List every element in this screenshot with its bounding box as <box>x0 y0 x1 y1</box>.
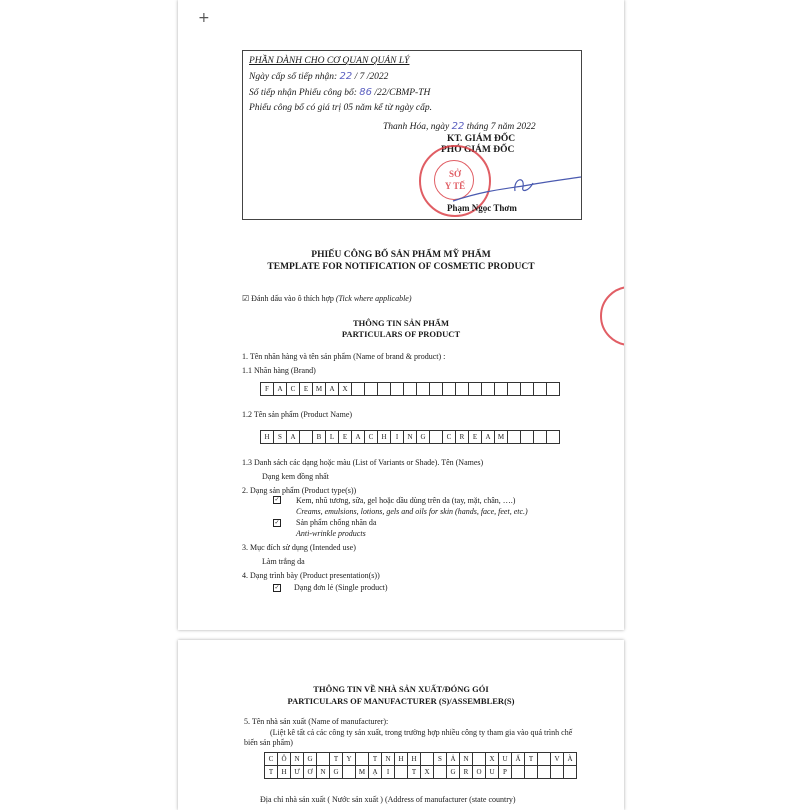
brand-letter-cell <box>533 382 547 396</box>
product-letter-cell: H <box>377 430 391 444</box>
intended-use-value: Làm trắng da <box>262 557 305 566</box>
signer-name: Phạm Ngọc Thơm <box>447 203 517 213</box>
signer-role-2: PHÓ GIÁM ĐỐC <box>441 145 515 155</box>
product-letter-cell <box>299 430 313 444</box>
brand-letter-cell <box>494 382 508 396</box>
product-letter-cell: S <box>273 430 287 444</box>
manufacturer-letter-cell: N <box>290 752 304 766</box>
product-letter-cell <box>507 430 521 444</box>
manufacturer-letter-cell: U <box>485 765 499 779</box>
manufacturer-letter-cell: T <box>407 765 421 779</box>
product-letter-cell <box>429 430 443 444</box>
manufacturer-letter-cell <box>511 765 525 779</box>
brand-letter-cell <box>481 382 495 396</box>
item-4: 4. Dạng trình bày (Product presentation(s)) <box>242 571 380 580</box>
brand-letter-cell <box>429 382 443 396</box>
tick-note: ☑ Đánh dấu vào ô thích hợp (Tick where applicable) <box>242 294 412 303</box>
handwritten-mark: + <box>198 10 210 26</box>
brand-letter-cell <box>546 382 560 396</box>
signer-role-1: KT. GIÁM ĐỐC <box>447 134 516 144</box>
manufacturer-letter-cell: U <box>498 752 512 766</box>
official-stamp: SỞ Y TẾ <box>419 145 491 217</box>
type1-checkbox: ✓ <box>274 496 280 503</box>
manufacturer-letter-cell <box>433 765 447 779</box>
form-title-en: TEMPLATE FOR NOTIFICATION OF COSMETIC PRODUCT <box>267 262 535 272</box>
variants-value: Dạng kem đồng nhất <box>262 472 329 481</box>
product-letter-cell <box>546 430 560 444</box>
brand-letter-cell <box>442 382 456 396</box>
document-page-2 <box>178 640 624 810</box>
manufacturer-letter-cell: G <box>303 752 317 766</box>
product-letter-cell: L <box>325 430 339 444</box>
item-5-note-1: (Liệt kê tất cả các công ty sản xuất, trong trường hợp nhiều công ty tham gia vào quá trình chế <box>270 728 573 737</box>
brand-letter-cell <box>455 382 469 396</box>
manufacturer-letter-cell: N <box>381 752 395 766</box>
brand-letter-cell <box>390 382 404 396</box>
issue-date: Ngày cấp số tiếp nhận: 22 / 7 /2022 <box>249 71 389 82</box>
manufacturer-letter-cell <box>537 765 551 779</box>
brand-letter-cell: E <box>299 382 313 396</box>
product-letter-cell: B <box>312 430 326 444</box>
product-letter-cell: A <box>286 430 300 444</box>
brand-letter-cell <box>403 382 417 396</box>
type2-vi: Sản phẩm chống nhăn da <box>296 518 377 527</box>
product-letter-cell: M <box>494 430 508 444</box>
manufacturer-letter-cell <box>316 752 330 766</box>
section-title-vi: THÔNG TIN SẢN PHẨM <box>353 318 449 328</box>
manufacturer-letter-cell: G <box>446 765 460 779</box>
manufacturer-letter-cell: Ơ <box>303 765 317 779</box>
manufacturer-letter-cell: Ả <box>446 752 460 766</box>
manufacturer-letter-cell: X <box>485 752 499 766</box>
manufacturer-letter-cell <box>550 765 564 779</box>
product-letter-cell: A <box>481 430 495 444</box>
item-1-2: 1.2 Tên sản phẩm (Product Name) <box>242 410 353 419</box>
manufacturer-letter-cell: Y <box>342 752 356 766</box>
manufacturer-letter-cell <box>420 752 434 766</box>
product-letter-cell: R <box>455 430 469 444</box>
manufacturer-grid-row-1 <box>264 752 576 766</box>
form-title-vi: PHIẾU CÔNG BỐ SẢN PHẨM MỸ PHẨM <box>311 250 491 260</box>
manufacturer-letter-cell: R <box>459 765 473 779</box>
manufacturer-letter-cell: T <box>329 752 343 766</box>
manufacturer-letter-cell <box>472 752 486 766</box>
brand-grid <box>260 382 559 396</box>
brand-letter-cell <box>507 382 521 396</box>
product-letter-cell: H <box>260 430 274 444</box>
item-3: 3. Mục đích sử dụng (Intended use) <box>242 543 356 552</box>
admin-box <box>242 50 582 220</box>
manufacturer-section-en: PARTICULARS OF MANUFACTURER (S)/ASSEMBLER(S) <box>287 696 515 706</box>
item-2: 2. Dạng sản phẩm (Product type(s)) <box>242 486 357 495</box>
manufacturer-letter-cell: T <box>524 752 538 766</box>
presentation-value: Dạng đơn lẻ (Single product) <box>294 583 388 592</box>
brand-letter-cell <box>468 382 482 396</box>
manufacturer-letter-cell: X <box>420 765 434 779</box>
manufacturer-letter-cell: H <box>407 752 421 766</box>
product-letter-cell <box>533 430 547 444</box>
manufacturer-letter-cell: C <box>264 752 278 766</box>
type1-vi: Kem, nhũ tương, sữa, gel hoặc dầu dùng trên da (tay, mặt, chân, ….) <box>296 496 516 505</box>
manufacturer-letter-cell: O <box>472 765 486 779</box>
item-5: 5. Tên nhà sản xuất (Name of manufacturer): <box>244 717 389 726</box>
manufacturer-letter-cell <box>342 765 356 779</box>
manufacturer-address-label: Địa chỉ nhà sản xuất ( Nước sản xuất ) (Address of manufacturer (state country) <box>260 795 516 804</box>
manufacturer-letter-cell: Ư <box>290 765 304 779</box>
item-1-1: 1.1 Nhãn hàng (Brand) <box>242 366 316 375</box>
manufacturer-letter-cell <box>563 765 577 779</box>
manufacturer-letter-cell <box>537 752 551 766</box>
brand-letter-cell: M <box>312 382 326 396</box>
document-page-1 <box>178 0 624 630</box>
brand-letter-cell <box>351 382 365 396</box>
manufacturer-letter-cell: I <box>381 765 395 779</box>
brand-letter-cell: F <box>260 382 274 396</box>
product-letter-cell: C <box>364 430 378 444</box>
brand-letter-cell <box>520 382 534 396</box>
item-5-note-2: biến sản phẩm) <box>244 738 293 747</box>
manufacturer-letter-cell: H <box>394 752 408 766</box>
brand-letter-cell: A <box>325 382 339 396</box>
receipt-number: Số tiếp nhận Phiếu công bố: 86 /22/CBMP-TH <box>249 87 431 98</box>
manufacturer-letter-cell: N <box>459 752 473 766</box>
brand-letter-cell <box>377 382 391 396</box>
manufacturer-letter-cell: T <box>264 765 278 779</box>
manufacturer-letter-cell: G <box>329 765 343 779</box>
product-letter-cell: C <box>442 430 456 444</box>
product-name-grid <box>260 430 559 444</box>
place-date: Thanh Hóa, ngày 22 tháng 7 năm 2022 <box>383 121 536 132</box>
manufacturer-letter-cell: Ấ <box>511 752 525 766</box>
product-letter-cell: A <box>351 430 365 444</box>
manufacturer-letter-cell: À <box>563 752 577 766</box>
product-letter-cell: N <box>403 430 417 444</box>
section-title-en: PARTICULARS OF PRODUCT <box>341 329 461 339</box>
manufacturer-letter-cell <box>355 752 369 766</box>
type1-en: Creams, emulsions, lotions, gels and oils for skin (hands, face, feet, etc.) <box>296 507 528 516</box>
manufacturer-letter-cell: S <box>433 752 447 766</box>
product-letter-cell: E <box>338 430 352 444</box>
manufacturer-letter-cell: M <box>355 765 369 779</box>
manufacturer-letter-cell <box>524 765 538 779</box>
product-letter-cell: I <box>390 430 404 444</box>
product-letter-cell <box>520 430 534 444</box>
validity-note: Phiếu công bố có giá trị 05 năm kể từ ngày cấp. <box>249 103 433 113</box>
manufacturer-letter-cell: N <box>316 765 330 779</box>
brand-letter-cell <box>364 382 378 396</box>
manufacturer-letter-cell <box>394 765 408 779</box>
item-1-3: 1.3 Danh sách các dạng hoặc màu (List of Variants or Shade). Tên (Names) <box>242 458 484 467</box>
product-letter-cell: E <box>468 430 482 444</box>
manufacturer-letter-cell: Ạ <box>368 765 382 779</box>
item-1: 1. Tên nhãn hàng và tên sản phẩm (Name of brand & product) : <box>242 352 446 361</box>
single-product-checkbox: ✓ <box>274 584 280 591</box>
manufacturer-grid-row-2 <box>264 765 576 779</box>
manufacturer-letter-cell: Ô <box>277 752 291 766</box>
brand-letter-cell <box>416 382 430 396</box>
manufacturer-letter-cell: T <box>368 752 382 766</box>
brand-letter-cell: C <box>286 382 300 396</box>
admin-heading: PHẦN DÀNH CHO CƠ QUAN QUẢN LÝ <box>249 56 410 66</box>
product-letter-cell: G <box>416 430 430 444</box>
manufacturer-section-vi: THÔNG TIN VỀ NHÀ SẢN XUẤT/ĐÓNG GÓI <box>313 684 489 694</box>
manufacturer-letter-cell: P <box>498 765 512 779</box>
brand-letter-cell: A <box>273 382 287 396</box>
brand-letter-cell: X <box>338 382 352 396</box>
manufacturer-letter-cell: H <box>277 765 291 779</box>
manufacturer-letter-cell: V <box>550 752 564 766</box>
type2-checkbox: ✓ <box>274 519 280 526</box>
type2-en: Anti-wrinkle products <box>296 529 366 538</box>
